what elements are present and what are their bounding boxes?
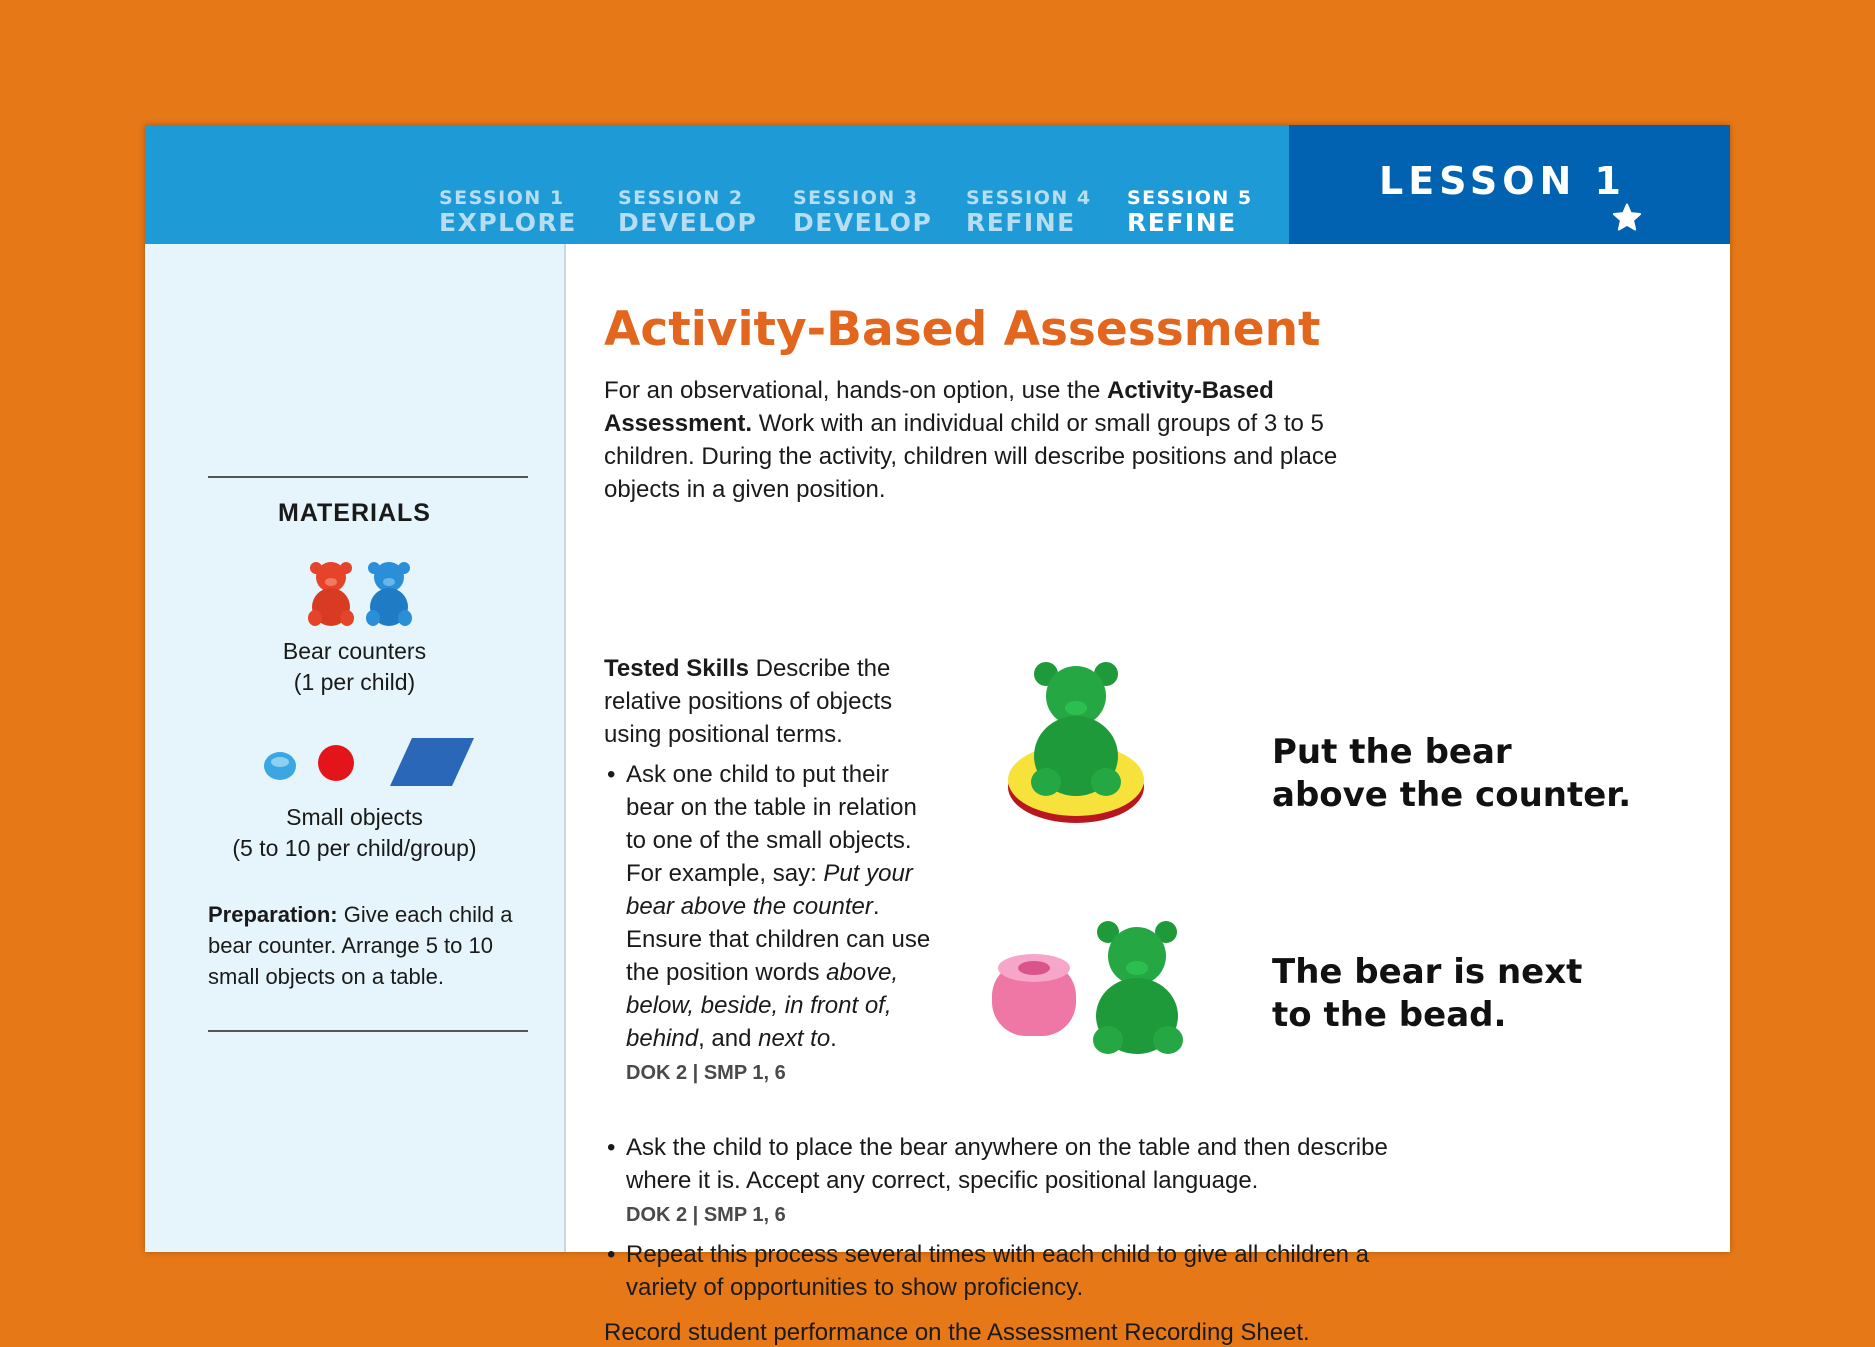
intro-bold-text: Activity-Based Assessment.: [604, 377, 1274, 437]
parallelogram-block-icon: [390, 738, 474, 786]
caption-above: Put the bear above the counter.: [1272, 732, 1632, 815]
session-header: [145, 125, 1730, 244]
bullet-text: .: [830, 1025, 837, 1052]
green-bear-icon: [1031, 662, 1121, 796]
lesson-title: LESSON 1: [1379, 159, 1626, 203]
green-bear-icon: [1093, 921, 1183, 1054]
tab-session-2[interactable]: [618, 187, 793, 237]
tested-skills-label: Tested Skills: [604, 655, 749, 682]
session-number: SESSION 5: [1127, 187, 1253, 209]
bullet-text: Repeat this process several times with each child to give all children a variety of opportunities to show proficiency.: [626, 1241, 1370, 1301]
preparation-text: Give each child a bear counter. Arrange 5 to 10 small objects on a table.: [208, 902, 513, 989]
session-name: EXPLORE: [439, 208, 577, 237]
session-tabs: [439, 187, 1277, 237]
divider: [208, 1030, 528, 1032]
pink-bead-icon: [992, 954, 1076, 1036]
blue-bead-icon: [264, 752, 296, 780]
session-number: SESSION 1: [439, 187, 565, 209]
dok-label: DOK 2 | SMP 1, 6: [626, 1062, 786, 1084]
bear-on-counter-image: [1008, 658, 1170, 836]
small-objects-image: [262, 732, 472, 788]
session-number: SESSION 2: [618, 187, 744, 209]
intro-text: For an observational, hands-on option, use the: [604, 377, 1107, 404]
lesson-page: [145, 125, 1730, 1346]
bear-counters-image: [307, 558, 419, 630]
red-bear-icon: [308, 562, 354, 626]
preparation-note: [208, 899, 538, 992]
bullet-text: . Ensure that children can use the position words: [626, 893, 931, 986]
red-counter-icon: [318, 745, 354, 781]
bullet-italic: Put your bear above the counter: [626, 860, 913, 920]
intro-paragraph: [604, 374, 1374, 506]
preparation-label: Preparation:: [208, 902, 338, 927]
bullet-text: Ask the child to place the bear anywhere on the table and then describe where it is. Accept any correct, specific positional language.: [626, 1134, 1388, 1194]
tested-skills: [604, 652, 934, 751]
tab-session-5[interactable]: [1127, 187, 1277, 237]
list-item: [604, 1131, 1434, 1232]
small-objects-label: Small objects: [286, 804, 423, 830]
bullet-italic: next to: [758, 1025, 831, 1052]
bear-counters-label: Bear counters: [282, 638, 427, 664]
session-name: DEVELOP: [793, 208, 933, 237]
list-item: [604, 758, 934, 1090]
bear-counters-quantity: (1 per child): [293, 669, 416, 695]
bullet-italic: above, below, beside, in front of, behind: [626, 959, 899, 1052]
session-number: SESSION 3: [793, 187, 919, 209]
divider: [208, 476, 528, 478]
tested-skills-text: Describe the relative positions of objects using positional terms.: [604, 655, 893, 748]
tab-session-3[interactable]: [793, 187, 966, 237]
tab-session-4[interactable]: [966, 187, 1127, 237]
blue-bear-icon: [366, 562, 412, 626]
bullet-list-1: [604, 758, 934, 1090]
session-number: SESSION 4: [966, 187, 1092, 209]
bear-next-to-bead-image: [990, 920, 1200, 1060]
lesson-bar: [1289, 125, 1730, 244]
intro-text: Work with an individual child or small groups of 3 to 5 children. During the activity, children will describe positions and place objects in a given position.: [604, 410, 1338, 503]
page-title: Activity-Based Assessment: [604, 302, 1321, 357]
materials-sidebar: [145, 244, 566, 1252]
tab-session-1[interactable]: [439, 187, 618, 237]
record-note: Record student performance on the Assessment Recording Sheet.: [604, 1319, 1310, 1346]
caption-next-to: The bear is next to the bead.: [1272, 952, 1583, 1035]
small-objects-quantity: (5 to 10 per child/group): [232, 835, 477, 861]
materials-heading: MATERIALS: [278, 499, 431, 527]
bullet-text: Ask one child to put their bear on the table in relation to one of the small objects. For example, say:: [626, 761, 917, 887]
list-item: [604, 1238, 1434, 1304]
session-name: DEVELOP: [618, 208, 758, 237]
star-icon: [1610, 201, 1644, 235]
dok-label: DOK 2 | SMP 1, 6: [626, 1204, 786, 1226]
session-name: REFINE: [966, 208, 1076, 237]
session-name: REFINE: [1127, 208, 1237, 237]
bullet-text: , and: [698, 1025, 759, 1052]
bullet-list-2: [604, 1131, 1434, 1304]
